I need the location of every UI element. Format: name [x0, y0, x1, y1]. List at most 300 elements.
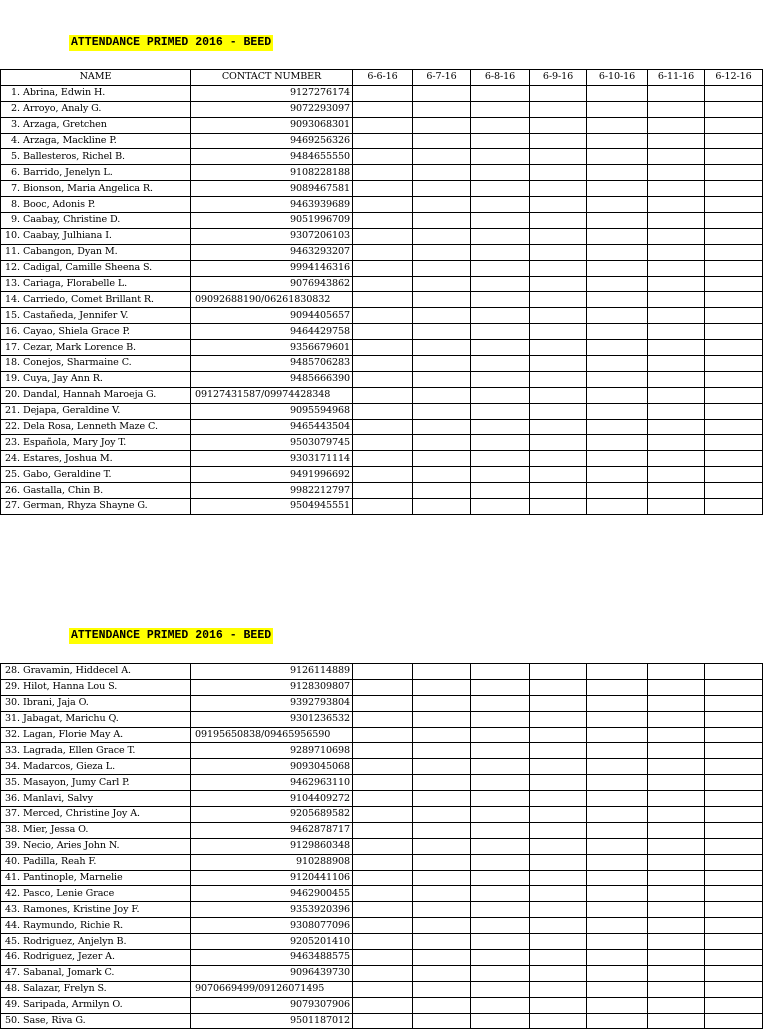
attendance-cell[interactable]: [471, 997, 530, 1013]
attendance-cell[interactable]: [471, 228, 530, 244]
attendance-cell[interactable]: [530, 759, 587, 775]
attendance-cell[interactable]: [587, 807, 648, 823]
attendance-cell[interactable]: [648, 775, 705, 791]
attendance-cell[interactable]: [530, 711, 587, 727]
attendance-cell[interactable]: [471, 292, 530, 308]
attendance-cell[interactable]: [705, 727, 763, 743]
attendance-cell[interactable]: [413, 197, 471, 213]
attendance-cell[interactable]: [705, 950, 763, 966]
attendance-cell[interactable]: [530, 356, 587, 372]
attendance-cell[interactable]: [471, 213, 530, 229]
attendance-cell[interactable]: [413, 854, 471, 870]
attendance-cell[interactable]: [648, 260, 705, 276]
attendance-cell[interactable]: [353, 260, 413, 276]
attendance-cell[interactable]: [471, 1013, 530, 1029]
attendance-cell[interactable]: [530, 854, 587, 870]
attendance-cell[interactable]: [587, 1013, 648, 1029]
attendance-cell[interactable]: [648, 870, 705, 886]
attendance-cell[interactable]: [413, 822, 471, 838]
attendance-cell[interactable]: [413, 117, 471, 133]
attendance-cell[interactable]: [353, 499, 413, 515]
attendance-cell[interactable]: [587, 997, 648, 1013]
attendance-cell[interactable]: [648, 965, 705, 981]
attendance-cell[interactable]: [587, 467, 648, 483]
attendance-cell[interactable]: [413, 950, 471, 966]
attendance-cell[interactable]: [648, 679, 705, 695]
attendance-cell[interactable]: [353, 276, 413, 292]
attendance-cell[interactable]: [587, 403, 648, 419]
attendance-cell[interactable]: [413, 997, 471, 1013]
attendance-cell[interactable]: [648, 854, 705, 870]
attendance-cell[interactable]: [530, 918, 587, 934]
attendance-cell[interactable]: [471, 950, 530, 966]
attendance-cell[interactable]: [705, 664, 763, 680]
attendance-cell[interactable]: [413, 403, 471, 419]
attendance-cell[interactable]: [413, 807, 471, 823]
attendance-cell[interactable]: [471, 451, 530, 467]
attendance-cell[interactable]: [705, 870, 763, 886]
attendance-cell[interactable]: [587, 260, 648, 276]
attendance-cell[interactable]: [705, 759, 763, 775]
attendance-cell[interactable]: [413, 324, 471, 340]
attendance-cell[interactable]: [353, 435, 413, 451]
attendance-cell[interactable]: [587, 483, 648, 499]
attendance-cell[interactable]: [471, 918, 530, 934]
attendance-cell[interactable]: [471, 149, 530, 165]
attendance-cell[interactable]: [705, 1013, 763, 1029]
attendance-cell[interactable]: [530, 435, 587, 451]
attendance-cell[interactable]: [530, 228, 587, 244]
attendance-cell[interactable]: [413, 775, 471, 791]
attendance-cell[interactable]: [530, 499, 587, 515]
attendance-cell[interactable]: [471, 902, 530, 918]
attendance-cell[interactable]: [705, 435, 763, 451]
attendance-cell[interactable]: [353, 101, 413, 117]
attendance-cell[interactable]: [705, 918, 763, 934]
attendance-cell[interactable]: [471, 759, 530, 775]
attendance-cell[interactable]: [353, 711, 413, 727]
attendance-cell[interactable]: [648, 743, 705, 759]
attendance-cell[interactable]: [705, 822, 763, 838]
attendance-cell[interactable]: [705, 181, 763, 197]
attendance-cell[interactable]: [587, 711, 648, 727]
attendance-cell[interactable]: [471, 387, 530, 403]
attendance-cell[interactable]: [648, 149, 705, 165]
attendance-cell[interactable]: [353, 807, 413, 823]
attendance-cell[interactable]: [587, 822, 648, 838]
attendance-cell[interactable]: [648, 244, 705, 260]
attendance-cell[interactable]: [530, 791, 587, 807]
attendance-cell[interactable]: [471, 181, 530, 197]
attendance-cell[interactable]: [413, 695, 471, 711]
attendance-cell[interactable]: [413, 1013, 471, 1029]
attendance-cell[interactable]: [705, 775, 763, 791]
attendance-cell[interactable]: [353, 886, 413, 902]
attendance-cell[interactable]: [530, 419, 587, 435]
attendance-cell[interactable]: [471, 419, 530, 435]
attendance-cell[interactable]: [471, 981, 530, 997]
attendance-cell[interactable]: [471, 886, 530, 902]
attendance-cell[interactable]: [471, 483, 530, 499]
attendance-cell[interactable]: [471, 711, 530, 727]
attendance-cell[interactable]: [648, 117, 705, 133]
attendance-cell[interactable]: [471, 775, 530, 791]
attendance-cell[interactable]: [353, 695, 413, 711]
attendance-cell[interactable]: [413, 292, 471, 308]
attendance-cell[interactable]: [471, 340, 530, 356]
attendance-cell[interactable]: [413, 419, 471, 435]
attendance-cell[interactable]: [413, 886, 471, 902]
attendance-cell[interactable]: [648, 695, 705, 711]
attendance-cell[interactable]: [648, 791, 705, 807]
attendance-cell[interactable]: [648, 451, 705, 467]
attendance-cell[interactable]: [353, 197, 413, 213]
attendance-cell[interactable]: [353, 664, 413, 680]
attendance-cell[interactable]: [353, 981, 413, 997]
attendance-cell[interactable]: [705, 902, 763, 918]
attendance-cell[interactable]: [353, 149, 413, 165]
attendance-cell[interactable]: [471, 679, 530, 695]
attendance-cell[interactable]: [705, 308, 763, 324]
attendance-cell[interactable]: [413, 260, 471, 276]
attendance-cell[interactable]: [587, 165, 648, 181]
attendance-cell[interactable]: [587, 854, 648, 870]
attendance-cell[interactable]: [530, 467, 587, 483]
attendance-cell[interactable]: [705, 743, 763, 759]
attendance-cell[interactable]: [471, 276, 530, 292]
attendance-cell[interactable]: [471, 356, 530, 372]
attendance-cell[interactable]: [587, 499, 648, 515]
attendance-cell[interactable]: [353, 870, 413, 886]
attendance-cell[interactable]: [648, 934, 705, 950]
attendance-cell[interactable]: [530, 324, 587, 340]
attendance-cell[interactable]: [353, 213, 413, 229]
attendance-cell[interactable]: [648, 664, 705, 680]
attendance-cell[interactable]: [530, 276, 587, 292]
attendance-cell[interactable]: [705, 679, 763, 695]
attendance-cell[interactable]: [587, 101, 648, 117]
attendance-cell[interactable]: [353, 997, 413, 1013]
attendance-cell[interactable]: [530, 902, 587, 918]
attendance-cell[interactable]: [353, 451, 413, 467]
attendance-cell[interactable]: [587, 886, 648, 902]
attendance-cell[interactable]: [471, 85, 530, 101]
attendance-cell[interactable]: [471, 664, 530, 680]
attendance-cell[interactable]: [353, 324, 413, 340]
attendance-cell[interactable]: [648, 727, 705, 743]
attendance-cell[interactable]: [705, 340, 763, 356]
attendance-cell[interactable]: [587, 149, 648, 165]
attendance-cell[interactable]: [705, 85, 763, 101]
attendance-cell[interactable]: [705, 711, 763, 727]
attendance-cell[interactable]: [471, 727, 530, 743]
attendance-cell[interactable]: [648, 197, 705, 213]
attendance-cell[interactable]: [705, 499, 763, 515]
attendance-cell[interactable]: [705, 387, 763, 403]
attendance-cell[interactable]: [587, 934, 648, 950]
attendance-cell[interactable]: [530, 197, 587, 213]
attendance-cell[interactable]: [353, 165, 413, 181]
attendance-cell[interactable]: [648, 483, 705, 499]
attendance-cell[interactable]: [587, 228, 648, 244]
attendance-cell[interactable]: [413, 149, 471, 165]
attendance-cell[interactable]: [530, 85, 587, 101]
attendance-cell[interactable]: [587, 85, 648, 101]
attendance-cell[interactable]: [587, 213, 648, 229]
attendance-cell[interactable]: [471, 133, 530, 149]
attendance-cell[interactable]: [587, 759, 648, 775]
attendance-cell[interactable]: [530, 743, 587, 759]
attendance-cell[interactable]: [587, 965, 648, 981]
attendance-cell[interactable]: [530, 403, 587, 419]
attendance-cell[interactable]: [705, 197, 763, 213]
attendance-cell[interactable]: [413, 85, 471, 101]
attendance-cell[interactable]: [705, 165, 763, 181]
attendance-cell[interactable]: [587, 244, 648, 260]
attendance-cell[interactable]: [705, 276, 763, 292]
attendance-cell[interactable]: [587, 791, 648, 807]
attendance-cell[interactable]: [530, 371, 587, 387]
attendance-cell[interactable]: [705, 149, 763, 165]
attendance-cell[interactable]: [648, 435, 705, 451]
attendance-cell[interactable]: [648, 133, 705, 149]
attendance-cell[interactable]: [530, 886, 587, 902]
attendance-cell[interactable]: [413, 467, 471, 483]
attendance-cell[interactable]: [705, 292, 763, 308]
attendance-cell[interactable]: [530, 483, 587, 499]
attendance-cell[interactable]: [648, 499, 705, 515]
attendance-cell[interactable]: [648, 387, 705, 403]
attendance-cell[interactable]: [413, 435, 471, 451]
attendance-cell[interactable]: [587, 419, 648, 435]
attendance-cell[interactable]: [471, 854, 530, 870]
attendance-cell[interactable]: [353, 483, 413, 499]
attendance-cell[interactable]: [587, 340, 648, 356]
attendance-cell[interactable]: [471, 117, 530, 133]
attendance-cell[interactable]: [471, 695, 530, 711]
attendance-cell[interactable]: [471, 197, 530, 213]
attendance-cell[interactable]: [530, 997, 587, 1013]
attendance-cell[interactable]: [587, 387, 648, 403]
attendance-cell[interactable]: [353, 902, 413, 918]
attendance-cell[interactable]: [413, 356, 471, 372]
attendance-cell[interactable]: [648, 308, 705, 324]
attendance-cell[interactable]: [353, 117, 413, 133]
attendance-cell[interactable]: [413, 165, 471, 181]
attendance-cell[interactable]: [353, 371, 413, 387]
attendance-cell[interactable]: [530, 934, 587, 950]
attendance-cell[interactable]: [353, 133, 413, 149]
attendance-cell[interactable]: [471, 743, 530, 759]
attendance-cell[interactable]: [648, 165, 705, 181]
attendance-cell[interactable]: [705, 807, 763, 823]
attendance-cell[interactable]: [471, 499, 530, 515]
attendance-cell[interactable]: [648, 950, 705, 966]
attendance-cell[interactable]: [353, 340, 413, 356]
attendance-cell[interactable]: [587, 775, 648, 791]
attendance-cell[interactable]: [705, 981, 763, 997]
attendance-cell[interactable]: [530, 340, 587, 356]
attendance-cell[interactable]: [705, 791, 763, 807]
attendance-cell[interactable]: [705, 965, 763, 981]
attendance-cell[interactable]: [648, 886, 705, 902]
attendance-cell[interactable]: [413, 213, 471, 229]
attendance-cell[interactable]: [413, 711, 471, 727]
attendance-cell[interactable]: [471, 101, 530, 117]
attendance-cell[interactable]: [648, 403, 705, 419]
attendance-cell[interactable]: [413, 759, 471, 775]
attendance-cell[interactable]: [530, 695, 587, 711]
attendance-cell[interactable]: [587, 664, 648, 680]
attendance-cell[interactable]: [587, 356, 648, 372]
attendance-cell[interactable]: [413, 451, 471, 467]
attendance-cell[interactable]: [353, 85, 413, 101]
attendance-cell[interactable]: [530, 1013, 587, 1029]
attendance-cell[interactable]: [471, 435, 530, 451]
attendance-cell[interactable]: [648, 807, 705, 823]
attendance-cell[interactable]: [587, 695, 648, 711]
attendance-cell[interactable]: [471, 324, 530, 340]
attendance-cell[interactable]: [705, 356, 763, 372]
attendance-cell[interactable]: [353, 775, 413, 791]
attendance-cell[interactable]: [705, 244, 763, 260]
attendance-cell[interactable]: [353, 743, 413, 759]
attendance-cell[interactable]: [705, 838, 763, 854]
attendance-cell[interactable]: [353, 854, 413, 870]
attendance-cell[interactable]: [587, 324, 648, 340]
attendance-cell[interactable]: [353, 918, 413, 934]
attendance-cell[interactable]: [530, 679, 587, 695]
attendance-cell[interactable]: [530, 244, 587, 260]
attendance-cell[interactable]: [587, 371, 648, 387]
attendance-cell[interactable]: [353, 791, 413, 807]
attendance-cell[interactable]: [587, 435, 648, 451]
attendance-cell[interactable]: [353, 679, 413, 695]
attendance-cell[interactable]: [587, 451, 648, 467]
attendance-cell[interactable]: [530, 838, 587, 854]
attendance-cell[interactable]: [530, 950, 587, 966]
attendance-cell[interactable]: [413, 965, 471, 981]
attendance-cell[interactable]: [648, 759, 705, 775]
attendance-cell[interactable]: [353, 1013, 413, 1029]
attendance-cell[interactable]: [705, 117, 763, 133]
attendance-cell[interactable]: [648, 228, 705, 244]
attendance-cell[interactable]: [648, 822, 705, 838]
attendance-cell[interactable]: [530, 181, 587, 197]
attendance-cell[interactable]: [413, 276, 471, 292]
attendance-cell[interactable]: [353, 356, 413, 372]
attendance-cell[interactable]: [413, 727, 471, 743]
attendance-cell[interactable]: [530, 149, 587, 165]
attendance-cell[interactable]: [530, 387, 587, 403]
attendance-cell[interactable]: [353, 838, 413, 854]
attendance-cell[interactable]: [587, 950, 648, 966]
attendance-cell[interactable]: [648, 85, 705, 101]
attendance-cell[interactable]: [705, 467, 763, 483]
attendance-cell[interactable]: [587, 902, 648, 918]
attendance-cell[interactable]: [705, 451, 763, 467]
attendance-cell[interactable]: [413, 791, 471, 807]
attendance-cell[interactable]: [530, 133, 587, 149]
attendance-cell[interactable]: [471, 371, 530, 387]
attendance-cell[interactable]: [530, 727, 587, 743]
attendance-cell[interactable]: [471, 244, 530, 260]
attendance-cell[interactable]: [413, 743, 471, 759]
attendance-cell[interactable]: [353, 759, 413, 775]
attendance-cell[interactable]: [353, 822, 413, 838]
attendance-cell[interactable]: [413, 133, 471, 149]
attendance-cell[interactable]: [705, 419, 763, 435]
attendance-cell[interactable]: [705, 403, 763, 419]
attendance-cell[interactable]: [648, 1013, 705, 1029]
attendance-cell[interactable]: [648, 101, 705, 117]
attendance-cell[interactable]: [530, 775, 587, 791]
attendance-cell[interactable]: [587, 133, 648, 149]
attendance-cell[interactable]: [471, 934, 530, 950]
attendance-cell[interactable]: [648, 324, 705, 340]
attendance-cell[interactable]: [413, 838, 471, 854]
attendance-cell[interactable]: [413, 228, 471, 244]
attendance-cell[interactable]: [648, 838, 705, 854]
attendance-cell[interactable]: [413, 308, 471, 324]
attendance-cell[interactable]: [587, 981, 648, 997]
attendance-cell[interactable]: [353, 965, 413, 981]
attendance-cell[interactable]: [648, 711, 705, 727]
attendance-cell[interactable]: [587, 727, 648, 743]
attendance-cell[interactable]: [705, 228, 763, 244]
attendance-cell[interactable]: [587, 838, 648, 854]
attendance-cell[interactable]: [648, 371, 705, 387]
attendance-cell[interactable]: [705, 695, 763, 711]
attendance-cell[interactable]: [471, 467, 530, 483]
attendance-cell[interactable]: [587, 181, 648, 197]
attendance-cell[interactable]: [705, 483, 763, 499]
attendance-cell[interactable]: [530, 981, 587, 997]
attendance-cell[interactable]: [648, 918, 705, 934]
attendance-cell[interactable]: [353, 387, 413, 403]
attendance-cell[interactable]: [471, 791, 530, 807]
attendance-cell[interactable]: [471, 965, 530, 981]
attendance-cell[interactable]: [648, 276, 705, 292]
attendance-cell[interactable]: [353, 727, 413, 743]
attendance-cell[interactable]: [587, 870, 648, 886]
attendance-cell[interactable]: [471, 838, 530, 854]
attendance-cell[interactable]: [530, 101, 587, 117]
attendance-cell[interactable]: [530, 117, 587, 133]
attendance-cell[interactable]: [353, 950, 413, 966]
attendance-cell[interactable]: [705, 886, 763, 902]
attendance-cell[interactable]: [705, 324, 763, 340]
attendance-cell[interactable]: [471, 807, 530, 823]
attendance-cell[interactable]: [413, 499, 471, 515]
attendance-cell[interactable]: [705, 854, 763, 870]
attendance-cell[interactable]: [413, 371, 471, 387]
attendance-cell[interactable]: [648, 467, 705, 483]
attendance-cell[interactable]: [413, 181, 471, 197]
attendance-cell[interactable]: [587, 743, 648, 759]
attendance-cell[interactable]: [353, 419, 413, 435]
attendance-cell[interactable]: [530, 807, 587, 823]
attendance-cell[interactable]: [648, 340, 705, 356]
attendance-cell[interactable]: [413, 981, 471, 997]
attendance-cell[interactable]: [471, 260, 530, 276]
attendance-cell[interactable]: [530, 965, 587, 981]
attendance-cell[interactable]: [413, 902, 471, 918]
attendance-cell[interactable]: [648, 213, 705, 229]
attendance-cell[interactable]: [648, 902, 705, 918]
attendance-cell[interactable]: [648, 356, 705, 372]
attendance-cell[interactable]: [705, 101, 763, 117]
